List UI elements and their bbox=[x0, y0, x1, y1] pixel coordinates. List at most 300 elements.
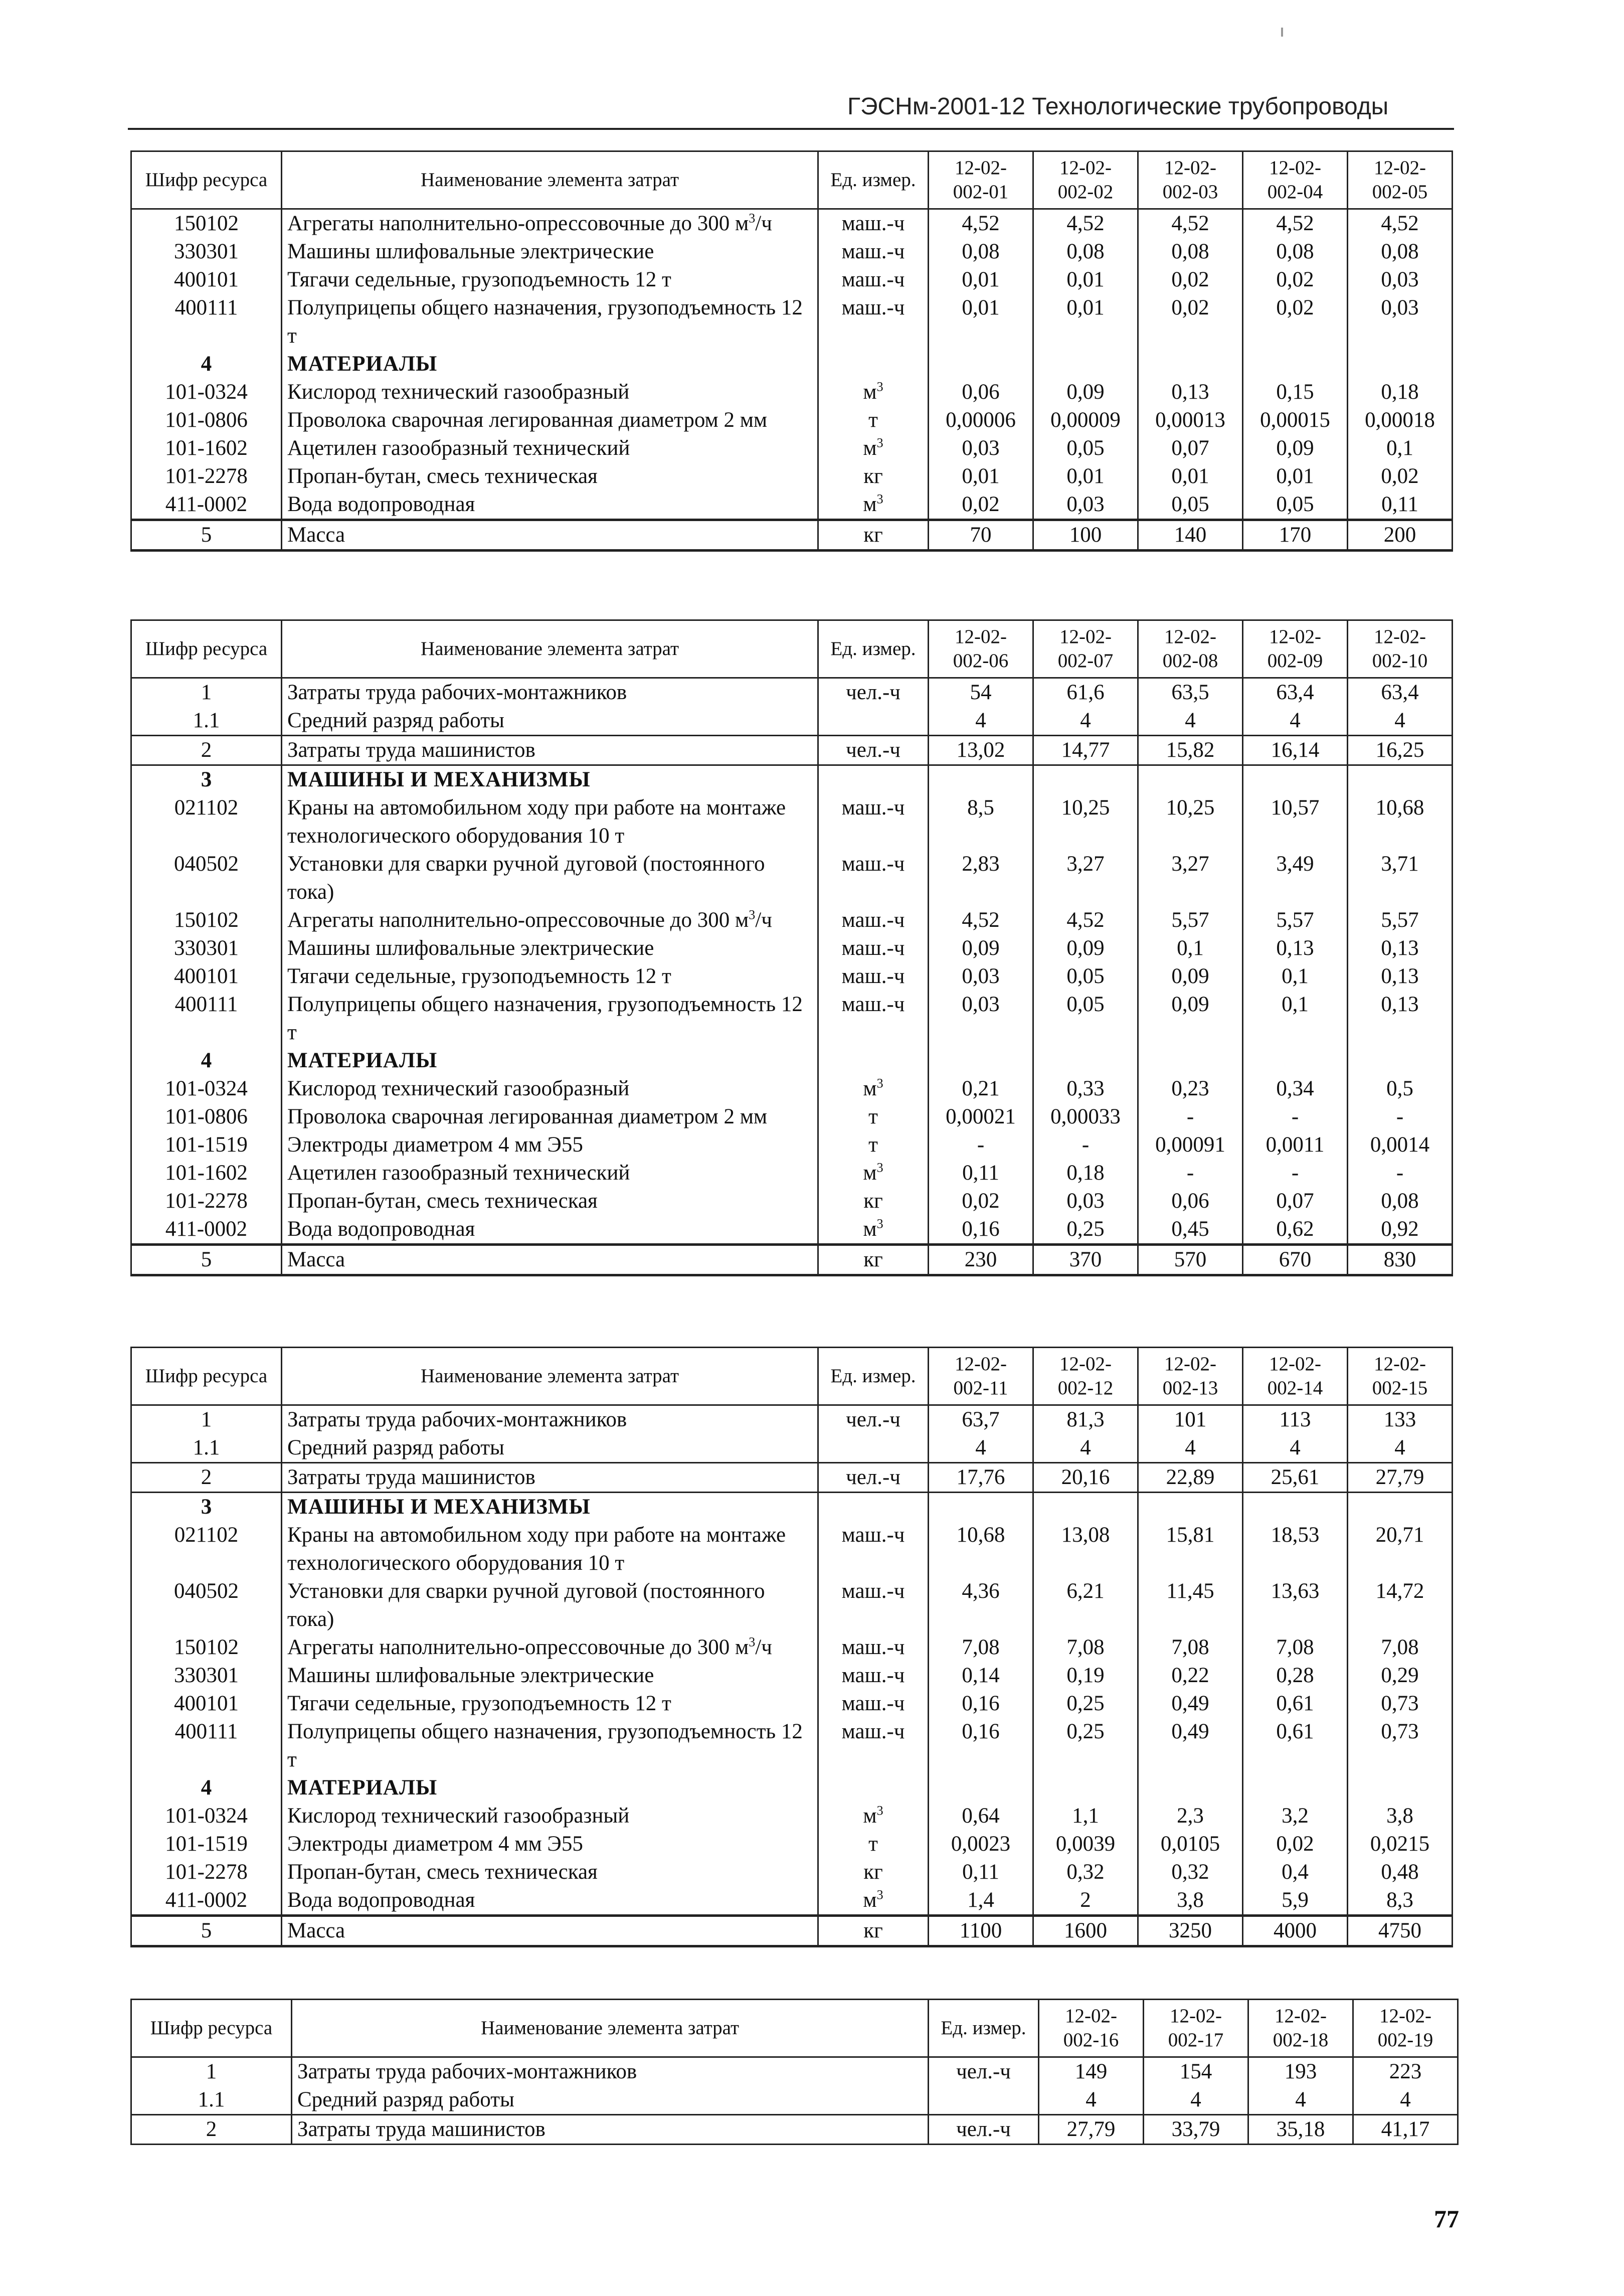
norm-value bbox=[1138, 765, 1243, 794]
table-row bbox=[131, 1159, 1453, 1187]
table-row bbox=[131, 736, 1453, 765]
resource-code: 1.1 bbox=[131, 2086, 292, 2115]
norm-value: 101 bbox=[1138, 1405, 1243, 1434]
norm-value: 0,34 bbox=[1243, 1075, 1348, 1103]
norm-value bbox=[929, 350, 1033, 378]
unit-of-measure: чел.-ч bbox=[818, 678, 929, 707]
table-row bbox=[131, 1886, 1453, 1916]
norm-value: 0,08 bbox=[1348, 1187, 1453, 1215]
resource-code: 101-0324 bbox=[131, 378, 282, 406]
norm-value: - bbox=[1033, 1131, 1138, 1159]
unit-of-measure: маш.-ч bbox=[818, 794, 929, 850]
norm-value: 0,01 bbox=[1243, 462, 1348, 490]
norm-value: 15,81 bbox=[1138, 1521, 1243, 1577]
unit-of-measure: кг bbox=[818, 520, 929, 551]
norm-value: 4 bbox=[1348, 1434, 1453, 1463]
norm-value: 0,08 bbox=[1033, 238, 1138, 266]
norm-value: 63,4 bbox=[1348, 678, 1453, 707]
norm-value: 0,08 bbox=[1138, 238, 1243, 266]
table-row bbox=[131, 707, 1453, 736]
norm-value: 63,5 bbox=[1138, 678, 1243, 707]
norm-value: - bbox=[1138, 1159, 1243, 1187]
norm-value bbox=[1033, 350, 1138, 378]
norm-value bbox=[1348, 350, 1453, 378]
norm-value: 0,03 bbox=[929, 962, 1033, 991]
resource-code: 101-1519 bbox=[131, 1830, 282, 1858]
mass-row bbox=[131, 1245, 1453, 1275]
unit-of-measure: чел.-ч bbox=[818, 1405, 929, 1434]
variant-column-header: 12-02- 002-03 bbox=[1138, 151, 1243, 209]
norm-value: 193 bbox=[1248, 2057, 1353, 2086]
norm-value: 0,0014 bbox=[1348, 1131, 1453, 1159]
unit-of-measure: маш.-ч bbox=[818, 1690, 929, 1718]
table-row bbox=[131, 1577, 1453, 1633]
norm-value: 100 bbox=[1033, 520, 1138, 551]
unit-column-header: Ед. измер. bbox=[818, 1348, 929, 1405]
norm-value: 140 bbox=[1138, 520, 1243, 551]
norm-value: 0,09 bbox=[929, 934, 1033, 962]
norm-value bbox=[1033, 1047, 1138, 1075]
cost-element-name: Установки для сварки ручной дуговой (постоянного тока) bbox=[282, 850, 818, 906]
norm-value: 0,13 bbox=[1243, 934, 1348, 962]
name-column-header: Наименование элемента затрат bbox=[282, 620, 818, 678]
norm-value: 4 bbox=[1138, 1434, 1243, 1463]
table-row bbox=[131, 1690, 1453, 1718]
norm-value: 0,02 bbox=[1138, 266, 1243, 294]
norm-value: 4 bbox=[1248, 2086, 1353, 2115]
resource-code: 400101 bbox=[131, 1690, 282, 1718]
norm-value: 0,05 bbox=[1243, 490, 1348, 520]
norm-value: 0,19 bbox=[1033, 1662, 1138, 1690]
norm-value: 0,00018 bbox=[1348, 406, 1453, 434]
norm-value: 0,08 bbox=[1348, 238, 1453, 266]
norm-value: 13,02 bbox=[929, 736, 1033, 765]
norm-value: 0,01 bbox=[929, 266, 1033, 294]
cost-element-name: Затраты труда рабочих-монтажников bbox=[282, 1405, 818, 1434]
norm-value: - bbox=[1138, 1103, 1243, 1131]
unit-of-measure: маш.-ч bbox=[818, 1521, 929, 1577]
norm-value: 0,18 bbox=[1033, 1159, 1138, 1187]
norm-value: - bbox=[929, 1131, 1033, 1159]
unit-of-measure bbox=[818, 350, 929, 378]
norm-value: 0,48 bbox=[1348, 1858, 1453, 1886]
cost-element-name: Пропан-бутан, смесь техническая bbox=[282, 462, 818, 490]
norm-value: 0,03 bbox=[1348, 294, 1453, 350]
cost-element-name: Средний разряд работы bbox=[282, 1434, 818, 1463]
norm-value: 0,01 bbox=[929, 462, 1033, 490]
unit-of-measure: маш.-ч bbox=[818, 294, 929, 350]
norm-value: 0,06 bbox=[929, 378, 1033, 406]
norm-value: 0,01 bbox=[929, 294, 1033, 350]
section-heading-row bbox=[131, 765, 1453, 794]
norm-value: 2 bbox=[1033, 1886, 1138, 1916]
norm-value: 4 bbox=[1033, 707, 1138, 736]
norm-value: 0,07 bbox=[1243, 1187, 1348, 1215]
norm-value: 3,71 bbox=[1348, 850, 1453, 906]
norm-value: 0,16 bbox=[929, 1215, 1033, 1245]
variant-column-header: 12-02- 002-04 bbox=[1243, 151, 1348, 209]
cost-element-name: Полуприцепы общего назначения, грузоподъемность 12 т bbox=[282, 991, 818, 1047]
cost-element-name: Кислород технический газообразный bbox=[282, 1075, 818, 1103]
section-title: МАТЕРИАЛЫ bbox=[282, 1047, 818, 1075]
norm-value: 0,02 bbox=[1243, 266, 1348, 294]
resource-code: 330301 bbox=[131, 238, 282, 266]
norm-value: - bbox=[1348, 1103, 1453, 1131]
table-row bbox=[131, 991, 1453, 1047]
norm-value: 0,16 bbox=[929, 1718, 1033, 1774]
section-title: МАШИНЫ И МЕХАНИЗМЫ bbox=[282, 765, 818, 794]
norm-value: 7,08 bbox=[1243, 1633, 1348, 1662]
norm-value: 0,05 bbox=[1138, 490, 1243, 520]
norm-value: 4 bbox=[1243, 1434, 1348, 1463]
resource-code: 1 bbox=[131, 1405, 282, 1434]
norm-value: 0,62 bbox=[1243, 1215, 1348, 1245]
variant-column-header: 12-02- 002-11 bbox=[929, 1348, 1033, 1405]
resource-code: 400111 bbox=[131, 991, 282, 1047]
resource-code: 101-1519 bbox=[131, 1131, 282, 1159]
norm-value: 0,03 bbox=[929, 434, 1033, 462]
norm-value: 0,0105 bbox=[1138, 1830, 1243, 1858]
cost-element-name: Затраты труда рабочих-монтажников bbox=[292, 2057, 929, 2086]
norm-value bbox=[1348, 1047, 1453, 1075]
norm-value: 20,71 bbox=[1348, 1521, 1453, 1577]
norm-value: 5,57 bbox=[1138, 906, 1243, 934]
norm-value: 11,45 bbox=[1138, 1577, 1243, 1633]
cost-element-name: Полуприцепы общего назначения, грузоподъемность 12 т bbox=[282, 1718, 818, 1774]
resource-code: 101-2278 bbox=[131, 462, 282, 490]
table-row bbox=[131, 1830, 1453, 1858]
unit-of-measure: $м^3$ bbox=[818, 378, 929, 406]
table-header-row bbox=[131, 2000, 1458, 2057]
section-heading-row bbox=[131, 350, 1453, 378]
norm-value: 41,17 bbox=[1353, 2115, 1458, 2145]
table-row bbox=[131, 1215, 1453, 1245]
variant-column-header: 12-02- 002-05 bbox=[1348, 151, 1453, 209]
cost-element-name: Ацетилен газообразный технический bbox=[282, 434, 818, 462]
resource-code: 021102 bbox=[131, 1521, 282, 1577]
unit-of-measure: чел.-ч bbox=[929, 2115, 1039, 2145]
norm-value: 70 bbox=[929, 520, 1033, 551]
norm-value: 0,73 bbox=[1348, 1718, 1453, 1774]
norm-value: 4000 bbox=[1243, 1916, 1348, 1946]
cost-element-name: Машины шлифовальные электрические bbox=[282, 238, 818, 266]
table-row bbox=[131, 850, 1453, 906]
resource-code: 101-1602 bbox=[131, 1159, 282, 1187]
resource-code: 1.1 bbox=[131, 1434, 282, 1463]
resource-code: 411-0002 bbox=[131, 490, 282, 520]
unit-of-measure: чел.-ч bbox=[818, 736, 929, 765]
norm-value: 0,02 bbox=[929, 1187, 1033, 1215]
cost-element-name: Масса bbox=[282, 1245, 818, 1275]
norm-value: 0,13 bbox=[1348, 991, 1453, 1047]
norm-value: 0,4 bbox=[1243, 1858, 1348, 1886]
norm-value: 6,21 bbox=[1033, 1577, 1138, 1633]
unit-column-header: Ед. измер. bbox=[929, 2000, 1039, 2057]
norm-value: 4 bbox=[1353, 2086, 1458, 2115]
norm-value: 14,72 bbox=[1348, 1577, 1453, 1633]
norm-value: 0,1 bbox=[1348, 434, 1453, 462]
resource-code: 101-0806 bbox=[131, 1103, 282, 1131]
resource-code: 101-2278 bbox=[131, 1858, 282, 1886]
norm-value: 10,68 bbox=[1348, 794, 1453, 850]
norm-value: 0,32 bbox=[1033, 1858, 1138, 1886]
norm-value: 8,3 bbox=[1348, 1886, 1453, 1916]
norm-value: 0,07 bbox=[1138, 434, 1243, 462]
variant-column-header: 12-02- 002-15 bbox=[1348, 1348, 1453, 1405]
unit-of-measure: маш.-ч bbox=[818, 1662, 929, 1690]
resource-code: 411-0002 bbox=[131, 1886, 282, 1916]
resource-code: 021102 bbox=[131, 794, 282, 850]
resource-table-2 bbox=[130, 619, 1453, 1276]
resource-code: 101-0324 bbox=[131, 1802, 282, 1830]
norm-value: 7,08 bbox=[1138, 1633, 1243, 1662]
norm-value bbox=[1033, 1774, 1138, 1802]
cost-element-name: Вода водопроводная bbox=[282, 490, 818, 520]
cost-element-name: Затраты труда машинистов bbox=[292, 2115, 929, 2145]
resource-code: 040502 bbox=[131, 850, 282, 906]
norm-value: 10,68 bbox=[929, 1521, 1033, 1577]
cost-element-name: Ацетилен газообразный технический bbox=[282, 1159, 818, 1187]
norm-value: 54 bbox=[929, 678, 1033, 707]
norm-value: 22,89 bbox=[1138, 1463, 1243, 1493]
variant-column-header: 12-02- 002-14 bbox=[1243, 1348, 1348, 1405]
norm-value bbox=[929, 1493, 1033, 1522]
norm-value: 4,52 bbox=[929, 209, 1033, 238]
norm-value bbox=[929, 1047, 1033, 1075]
norm-value bbox=[1138, 1047, 1243, 1075]
norm-value: 0,03 bbox=[1033, 490, 1138, 520]
norm-value: 0,08 bbox=[1243, 238, 1348, 266]
norm-value: 154 bbox=[1144, 2057, 1248, 2086]
resource-code: 411-0002 bbox=[131, 1215, 282, 1245]
norm-value: 16,14 bbox=[1243, 736, 1348, 765]
norm-value: 3,2 bbox=[1243, 1802, 1348, 1830]
norm-value: 0,0023 bbox=[929, 1830, 1033, 1858]
norm-value: 0,01 bbox=[1138, 462, 1243, 490]
variant-column-header: 12-02- 002-16 bbox=[1039, 2000, 1144, 2057]
norm-value: 4 bbox=[1138, 707, 1243, 736]
variant-column-header: 12-02- 002-10 bbox=[1348, 620, 1453, 678]
norm-value bbox=[929, 1774, 1033, 1802]
table-row bbox=[131, 962, 1453, 991]
norm-value: 0,00013 bbox=[1138, 406, 1243, 434]
norm-value: 0,13 bbox=[1138, 378, 1243, 406]
unit-of-measure: маш.-ч bbox=[818, 962, 929, 991]
table-row bbox=[131, 1405, 1453, 1434]
unit-of-measure: кг bbox=[818, 1245, 929, 1275]
norm-value: 0,25 bbox=[1033, 1215, 1138, 1245]
norm-value bbox=[1138, 1493, 1243, 1522]
unit-of-measure: $м^3$ bbox=[818, 1802, 929, 1830]
unit-of-measure: кг bbox=[818, 1187, 929, 1215]
norm-value: 3,27 bbox=[1033, 850, 1138, 906]
unit-of-measure: маш.-ч bbox=[818, 266, 929, 294]
norm-value: 4 bbox=[1348, 707, 1453, 736]
norm-value: 4,52 bbox=[1243, 209, 1348, 238]
norm-value: 113 bbox=[1243, 1405, 1348, 1434]
unit-of-measure: т bbox=[818, 1103, 929, 1131]
resource-code: 150102 bbox=[131, 906, 282, 934]
table-row bbox=[131, 1187, 1453, 1215]
norm-value: 0,06 bbox=[1138, 1187, 1243, 1215]
resource-code: 400101 bbox=[131, 962, 282, 991]
norm-value: 0,0215 bbox=[1348, 1830, 1453, 1858]
norm-value: 0,02 bbox=[1138, 294, 1243, 350]
cost-element-name: Тягачи седельные, грузоподъемность 12 т bbox=[282, 962, 818, 991]
norm-value: 3,49 bbox=[1243, 850, 1348, 906]
resource-code: 5 bbox=[131, 1245, 282, 1275]
resource-code: 400101 bbox=[131, 266, 282, 294]
norm-value: 5,9 bbox=[1243, 1886, 1348, 1916]
cost-element-name: Тягачи седельные, грузоподъемность 12 т bbox=[282, 1690, 818, 1718]
norm-value: 1100 bbox=[929, 1916, 1033, 1946]
norm-value bbox=[1138, 1774, 1243, 1802]
norm-value: 81,3 bbox=[1033, 1405, 1138, 1434]
norm-value: 0,03 bbox=[929, 991, 1033, 1047]
resource-code: 3 bbox=[131, 765, 282, 794]
norm-value: 33,79 bbox=[1144, 2115, 1248, 2145]
norm-value: 5,57 bbox=[1243, 906, 1348, 934]
norm-value bbox=[1243, 1047, 1348, 1075]
resource-code: 1 bbox=[131, 678, 282, 707]
norm-value: 16,25 bbox=[1348, 736, 1453, 765]
section-heading-row bbox=[131, 1774, 1453, 1802]
norm-value: 1,4 bbox=[929, 1886, 1033, 1916]
norm-value: 10,25 bbox=[1138, 794, 1243, 850]
norm-value: 61,6 bbox=[1033, 678, 1138, 707]
norm-value: 10,25 bbox=[1033, 794, 1138, 850]
norm-value: 4 bbox=[1039, 2086, 1144, 2115]
table-row bbox=[131, 209, 1453, 238]
norm-value: 0,13 bbox=[1348, 962, 1453, 991]
table-header-row bbox=[131, 151, 1453, 209]
norm-value: 1600 bbox=[1033, 1916, 1138, 1946]
page-header-title: ГЭСНм-2001-12 Технологические трубопроводы bbox=[847, 93, 1389, 120]
norm-value bbox=[1243, 1774, 1348, 1802]
unit-of-measure bbox=[818, 1047, 929, 1075]
unit-of-measure: $м^3$ bbox=[818, 490, 929, 520]
unit-of-measure: маш.-ч bbox=[818, 1577, 929, 1633]
table-row bbox=[131, 906, 1453, 934]
norm-value: 0,5 bbox=[1348, 1075, 1453, 1103]
cost-element-name: Пропан-бутан, смесь техническая bbox=[282, 1187, 818, 1215]
norm-value: 0,03 bbox=[1033, 1187, 1138, 1215]
table-row bbox=[131, 794, 1453, 850]
table-row bbox=[131, 490, 1453, 520]
resource-code: 400111 bbox=[131, 1718, 282, 1774]
norm-value: 0,11 bbox=[1348, 490, 1453, 520]
norm-value: 17,76 bbox=[929, 1463, 1033, 1493]
table-row bbox=[131, 1802, 1453, 1830]
norm-value: 0,1 bbox=[1243, 991, 1348, 1047]
table-header-row bbox=[131, 1348, 1453, 1405]
norm-value: 4 bbox=[1144, 2086, 1248, 2115]
resource-code: 4 bbox=[131, 1774, 282, 1802]
norm-value: 0,32 bbox=[1138, 1858, 1243, 1886]
norm-value: 4,52 bbox=[929, 906, 1033, 934]
resource-code: 4 bbox=[131, 1047, 282, 1075]
norm-value: 223 bbox=[1353, 2057, 1458, 2086]
norm-value: 3,8 bbox=[1138, 1886, 1243, 1916]
resource-code: 1 bbox=[131, 2057, 292, 2086]
name-column-header: Наименование элемента затрат bbox=[292, 2000, 929, 2057]
norm-value: 0,11 bbox=[929, 1858, 1033, 1886]
norm-value: 0,0011 bbox=[1243, 1131, 1348, 1159]
norm-value: 13,08 bbox=[1033, 1521, 1138, 1577]
cost-element-name: Затраты труда машинистов bbox=[282, 1463, 818, 1493]
table-row bbox=[131, 1633, 1453, 1662]
norm-value: 0,25 bbox=[1033, 1718, 1138, 1774]
table-header-row bbox=[131, 620, 1453, 678]
cost-element-name: Кислород технический газообразный bbox=[282, 378, 818, 406]
norm-value: - bbox=[1348, 1159, 1453, 1187]
section-title: МАТЕРИАЛЫ bbox=[282, 1774, 818, 1802]
norm-value: 4 bbox=[1033, 1434, 1138, 1463]
code-column-header: Шифр ресурса bbox=[131, 620, 282, 678]
norm-value: 0,61 bbox=[1243, 1690, 1348, 1718]
table-row bbox=[131, 1521, 1453, 1577]
norm-value: 63,4 bbox=[1243, 678, 1348, 707]
variant-column-header: 12-02- 002-17 bbox=[1144, 2000, 1248, 2057]
section-heading-row bbox=[131, 1047, 1453, 1075]
norm-value: 0,05 bbox=[1033, 962, 1138, 991]
table-row bbox=[131, 2057, 1458, 2086]
variant-column-header: 12-02- 002-07 bbox=[1033, 620, 1138, 678]
variant-column-header: 12-02- 002-13 bbox=[1138, 1348, 1243, 1405]
cost-element-name: Пропан-бутан, смесь техническая bbox=[282, 1858, 818, 1886]
table-row bbox=[131, 1463, 1453, 1493]
header-rule bbox=[128, 128, 1454, 130]
unit-of-measure: $м^3$ bbox=[818, 1159, 929, 1187]
cost-element-name: Проволока сварочная легированная диаметром 2 мм bbox=[282, 406, 818, 434]
unit-of-measure: т bbox=[818, 1830, 929, 1858]
table-row bbox=[131, 1434, 1453, 1463]
cost-element-name: Агрегаты наполнительно-опрессовочные до 300 $м^3/ч$ bbox=[282, 209, 818, 238]
norm-value: 0,09 bbox=[1138, 991, 1243, 1047]
norm-value: 0,09 bbox=[1243, 434, 1348, 462]
table-row bbox=[131, 434, 1453, 462]
unit-of-measure: кг bbox=[818, 1858, 929, 1886]
table-row bbox=[131, 934, 1453, 962]
unit-of-measure: чел.-ч bbox=[929, 2057, 1039, 2086]
unit-of-measure: маш.-ч bbox=[818, 1633, 929, 1662]
norm-value bbox=[1348, 1493, 1453, 1522]
variant-column-header: 12-02- 002-09 bbox=[1243, 620, 1348, 678]
unit-of-measure: маш.-ч bbox=[818, 850, 929, 906]
unit-of-measure bbox=[818, 1493, 929, 1522]
resource-code: 4 bbox=[131, 350, 282, 378]
unit-of-measure bbox=[818, 1774, 929, 1802]
norm-value: 0,92 bbox=[1348, 1215, 1453, 1245]
norm-value: 0,00015 bbox=[1243, 406, 1348, 434]
unit-of-measure bbox=[929, 2086, 1039, 2115]
table-row bbox=[131, 406, 1453, 434]
cost-element-name: Средний разряд работы bbox=[292, 2086, 929, 2115]
norm-value: 0,49 bbox=[1138, 1718, 1243, 1774]
norm-value bbox=[1033, 1493, 1138, 1522]
section-title: МАТЕРИАЛЫ bbox=[282, 350, 818, 378]
norm-value: 0,15 bbox=[1243, 378, 1348, 406]
norm-value: 170 bbox=[1243, 520, 1348, 551]
norm-value: 18,53 bbox=[1243, 1521, 1348, 1577]
norm-value: 10,57 bbox=[1243, 794, 1348, 850]
norm-value bbox=[1348, 765, 1453, 794]
unit-of-measure: маш.-ч bbox=[818, 906, 929, 934]
code-column-header: Шифр ресурса bbox=[131, 151, 282, 209]
norm-value: 20,16 bbox=[1033, 1463, 1138, 1493]
norm-value bbox=[1033, 765, 1138, 794]
table-row bbox=[131, 378, 1453, 406]
